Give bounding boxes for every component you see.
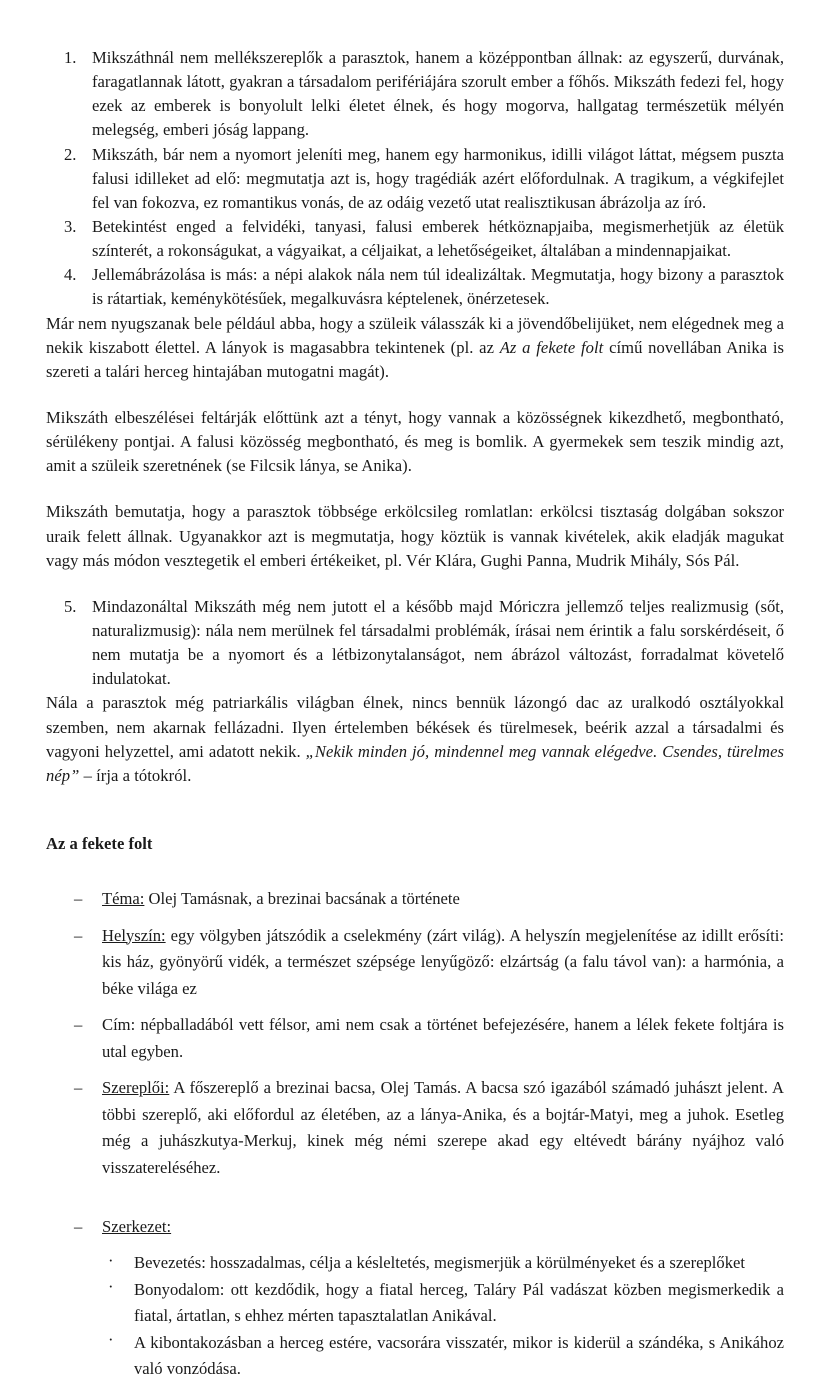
item-text: Olej Tamásnak, a brezinai bacsának a története	[144, 889, 460, 909]
list-marker: 1.	[64, 48, 77, 67]
dot-item-text: Bonyodalom: ott kezdődik, hogy a fiatal herceg, Taláry Pál vadászat közben megismerkedik a fiatal, ártatlan, s ehhez mérten tapasztalatlan Anikával.	[134, 1279, 784, 1326]
section-spacer	[46, 788, 784, 818]
dash-list-item-cim	[74, 1012, 784, 1065]
dot-item-text: Bevezetés: hosszadalmas, célja a késleltetés, megismerjük a körülményeket és a szereplőket	[134, 1253, 745, 1273]
list-marker: 3.	[64, 216, 77, 236]
novel-title-italic: Az a fekete folt	[499, 337, 604, 357]
numbered-list-item	[58, 46, 784, 143]
dash-list-item-szerkezet	[74, 1214, 784, 1241]
list-item-text: Mikszáth, bár nem a nyomort jeleníti meg, hanem egy harmonikus, idilli világot láttat, mégsem puszta falusi idilleket ad elő: megmutatja azt is, hogy tragédiák azért előfordulnak. A tragikum, a végkifejlet fel van fokozva, ez romantikus vonás, de az odáig vezető utat realisztikusan ábrázolja az író.	[92, 144, 784, 212]
paragraph-text-part1: Már nem nyugszanak bele például abba, hogy a szüleik válasszák ki a jövendőbelijüket, nem elégednek meg a nekik kiszabott élettel. A lányok is magasabbra tekintenek (pl. az	[46, 313, 784, 357]
paragraph-text-part2: című novellában Anika is szereti a talári herceg hintajában mutogatni magát).	[46, 337, 785, 381]
dash-marker: –	[74, 1216, 83, 1236]
item-text: egy völgyben játszódik a cselekmény (zárt világ). A helyszín megjelenítése az idillt erősíti: kis ház, gyönyörű vidék, a természet szépsége lenyűgöző: elzártság (a falu távol van): a harmónia, a béke világa ez	[102, 925, 784, 998]
list-spacer	[46, 1192, 784, 1214]
numbered-list-continued	[58, 595, 784, 692]
dash-marker: –	[74, 1015, 83, 1035]
list-item-text: Betekintést enged a felvidéki, tanyasi, falusi emberek hétköznapjaiba, megismerhetjük az életük színterét, a rokonságukat, a vágyaikat, a céljaikat, a lehetőségeiket, általában a mindennapjaikat.	[92, 216, 784, 261]
dash-list-item-szereploi	[74, 1075, 784, 1181]
paragraph-spacer	[46, 573, 784, 595]
list-item-text: Mindazonáltal Mikszáth még nem jutott el a később majd Móriczra jellemző teljes realizmusig (sőt, naturalizmusig): nála nem merülnek fel társadalmi problémák, írásai nem érintik a falu sorskérdéseit, ő nem mutatja be a nyomort és a létbizonytalanságot, nem ábrázol változást, forradalmat követelő indulatokat.	[92, 596, 784, 689]
section-structure-list	[46, 1214, 784, 1241]
section-heading: Az a fekete folt	[46, 833, 153, 853]
paragraph-elbeszelesei: Mikszáth elbeszélései feltárják előttünk azt a tényt, hogy vannak a közösségnek kikezdhető, megbontható, sérülékeny pontjai. A falusi közösség megbontható, és meg is bomlik. A gyermekek sem teszik mindig azt, amit a szüleik szeretnének (se Filcsik lánya, se Anika).	[46, 407, 784, 476]
dot-list-item-bevezetes	[108, 1250, 784, 1277]
item-label: Téma:	[102, 889, 145, 909]
paragraph-bemutatja: Mikszáth bemutatja, hogy a parasztok többsége erkölcsileg romlatlan: erkölcsi tisztaság dolgában sokszor uraik felett állnak. Ugyanakkor azt is megmutatja, hogy köztük is vannak kivételek, akik eladják magukat vagy más módon vesztegetik el emberi értékeiket, pl. Vér Klára, Gughi Panna, Mudrik Mihály, Sós Pál.	[46, 502, 784, 570]
dot-marker: ·	[108, 1250, 114, 1270]
paragraph-text-part2: – írja a tótokról.	[79, 765, 192, 785]
quotation-italic: „Nekik minden jó, mindennel meg vannak elégedve. Csendes, türelmes nép”	[46, 741, 784, 785]
numbered-list-section	[46, 46, 784, 312]
dot-item-text: A kibontakozásban a herceg estére, vacsorára visszatér, mikor is kiderül a szándéka, s Anikához való vonzódása.	[134, 1332, 784, 1379]
dash-marker: –	[74, 1078, 83, 1098]
numbered-list-item	[58, 595, 784, 692]
dot-list-item-kibontakozas	[108, 1330, 784, 1383]
item-text: A főszereplő a brezinai bacsa, Olej Tamás. A bacsa szó igazából számadó juhászt jelent. A többi szereplő, aki előfordul az életében, az a lánya-Anika, és a bojtár-Matyi, meg a juhok. Esetleg még a juhászkutya-Merkuj, kinek még némi szerepe akad egy eltévedt bárány nyájhoz való visszatereléséhez.	[102, 1078, 784, 1177]
paragraph-spacer	[46, 478, 784, 500]
paragraph-text-part1: Nála a parasztok még patriarkális világban élnek, nincs bennük lázongó dac az uralkodó osztályokkal szemben, nem akarnak fellázadni. Ilyen értelemben békések és türelmesek, beérik azzal a társadalmi és vagyoni helyzettel, ami adatott nekik.	[46, 693, 784, 761]
paragraph-spacer	[46, 384, 784, 406]
dash-marker: –	[74, 889, 83, 909]
numbered-list-item	[58, 215, 784, 263]
dash-marker: –	[74, 925, 83, 945]
list-marker: 4.	[64, 265, 77, 285]
item-label: Helyszín:	[102, 925, 166, 945]
item-label: Szerkezet:	[102, 1216, 172, 1236]
list-marker: 2.	[64, 144, 77, 164]
numbered-list	[58, 46, 784, 312]
item-text: népballadából vett félsor, ami nem csak a történet befejezésére, hanem a lélek fekete foltjára is utal egyben.	[102, 1015, 784, 1061]
dash-list-item-helyszin	[74, 923, 784, 1003]
dash-list-item-tema	[74, 886, 784, 913]
dot-marker: ·	[108, 1330, 114, 1350]
structure-sub-list	[46, 1250, 784, 1383]
dot-list-item-bonyodalom	[108, 1277, 784, 1330]
item-label: Cím:	[102, 1015, 136, 1035]
paragraph-nala-a-parasztok	[46, 691, 784, 788]
list-item-text: Mikszáthnál nem mellékszereplők a parasztok, hanem a középpontban állnak: az egyszerű, durvának, faragatlannak látott, gyakran a társadalom perifériájára szorult ember a főhős. Mikszáth fedezi fel, hogy ezek az emberek is bonyolult lelki életet élnek, és hogy mogorva, hallgatag természetük mélyén melegség, emberi jóság lappang.	[92, 48, 784, 140]
item-label: Szereplői:	[102, 1078, 170, 1098]
section-spacer	[46, 818, 784, 832]
paragraph-mar-nem-nyugszanak	[46, 312, 784, 384]
list-item-text: Jellemábrázolása is más: a népi alakok nála nem túl idealizáltak. Megmutatja, hogy bizony a parasztok is rátartiak, keménykötésűek, megalkuvásra képtelenek, önérzetesek.	[92, 265, 784, 309]
numbered-list-item	[58, 263, 784, 311]
dot-marker: ·	[108, 1277, 114, 1297]
list-marker: 5.	[64, 596, 77, 616]
numbered-list-item	[58, 143, 784, 215]
numbered-list-continued-section	[46, 595, 784, 692]
section-dash-list	[46, 886, 784, 1181]
heading-spacer	[46, 856, 784, 886]
